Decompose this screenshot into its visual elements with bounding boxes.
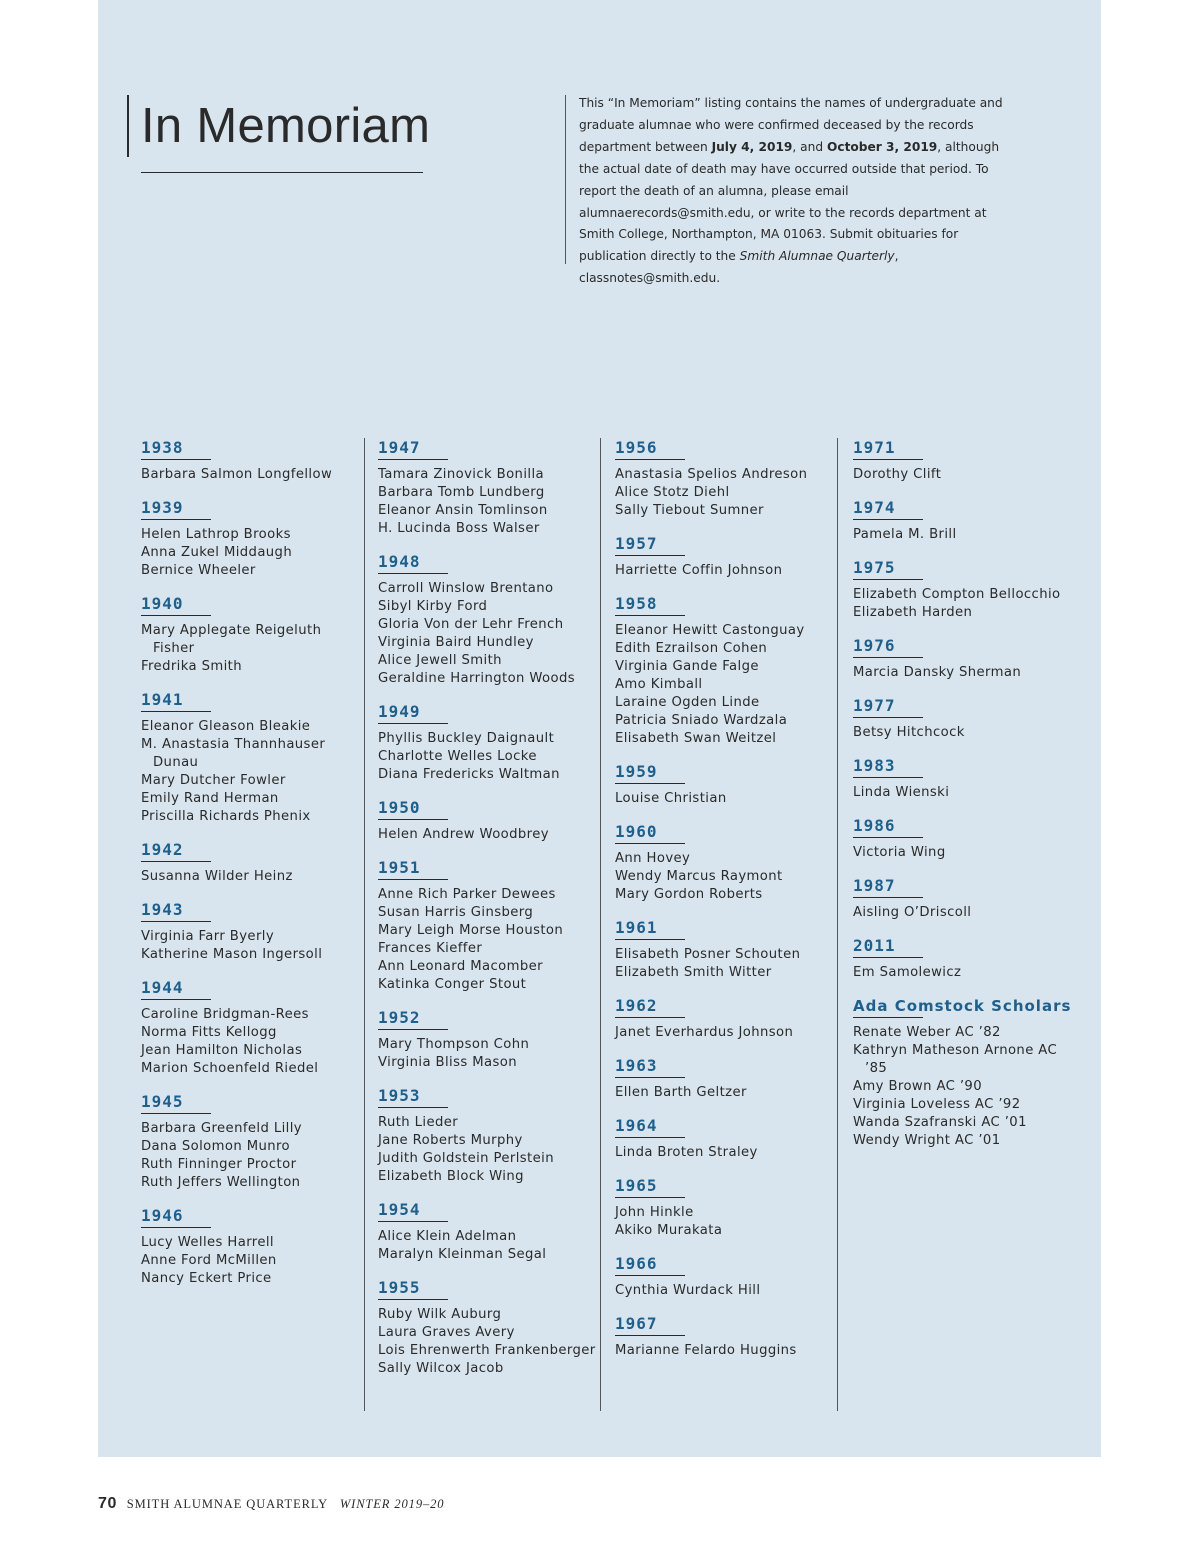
- class-year-group: [378, 702, 604, 784]
- class-year-underline: [141, 711, 211, 712]
- class-year-underline: [615, 1017, 685, 1018]
- alumna-name: Elizabeth Block Wing: [378, 1169, 524, 1184]
- class-year-underline: [853, 897, 923, 898]
- alumna-name: Anna Zukel Middaugh: [141, 545, 293, 560]
- alumna-name: Elisabeth Swan Weitzel: [615, 731, 777, 746]
- name-list: [141, 1120, 367, 1192]
- class-year-underline: [853, 1017, 923, 1018]
- class-year-group: [378, 1086, 604, 1186]
- class-year-heading: 1941: [141, 690, 184, 709]
- alumna-name: Jean Hamilton Nicholas: [141, 1043, 303, 1058]
- alumna-name: Barbara Greenfeld Lilly: [141, 1121, 302, 1136]
- intro-accent-bar: [565, 95, 566, 264]
- class-year-heading: 1987: [853, 876, 896, 895]
- class-year-heading: 1958: [615, 594, 658, 613]
- name-list: [615, 1024, 841, 1042]
- alumna-name: Helen Lathrop Brooks: [141, 527, 291, 542]
- class-year-underline: [141, 999, 211, 1000]
- class-year-group: [378, 1278, 604, 1378]
- column-divider: [364, 438, 365, 1411]
- class-year-heading: 1962: [615, 996, 658, 1015]
- class-year-heading: 1956: [615, 438, 658, 457]
- class-year-underline: [141, 861, 211, 862]
- class-year-underline: [141, 459, 211, 460]
- class-year-heading: 1940: [141, 594, 184, 613]
- alumna-name: Gloria Von der Lehr French: [378, 617, 564, 632]
- alumna-name: Marion Schoenfeld Riedel: [141, 1061, 319, 1076]
- class-year-group: [615, 762, 841, 808]
- class-year-heading: 1983: [853, 756, 896, 775]
- name-list: [141, 1006, 367, 1078]
- class-year-group: [853, 696, 1079, 742]
- alumna-name: Ruth Jeffers Wellington: [141, 1175, 301, 1190]
- class-year-underline: [615, 843, 685, 844]
- class-year-heading: 1948: [378, 552, 421, 571]
- name-list: [615, 1144, 841, 1162]
- name-list: [141, 1234, 367, 1288]
- alumna-name: Victoria Wing: [853, 845, 946, 860]
- alumna-name: Linda Broten Straley: [615, 1145, 758, 1160]
- alumna-name: Sally Wilcox Jacob: [378, 1361, 504, 1376]
- class-year-heading: 1944: [141, 978, 184, 997]
- class-year-group: [853, 498, 1079, 544]
- class-year-underline: [378, 723, 448, 724]
- alumna-name: Ann Leonard Macomber: [378, 959, 543, 974]
- class-year-heading: 1939: [141, 498, 184, 517]
- class-year-heading: 1971: [853, 438, 896, 457]
- name-list: [378, 1114, 604, 1186]
- alumna-name: Amy Brown AC ’90: [853, 1079, 983, 1094]
- class-year-underline: [378, 459, 448, 460]
- column-1: [141, 438, 367, 1302]
- class-year-underline: [378, 573, 448, 574]
- alumna-name: Elizabeth Smith Witter: [615, 965, 772, 980]
- title-accent-bar: [127, 95, 129, 157]
- alumna-name: Ruth Lieder: [378, 1115, 459, 1130]
- class-year-heading: 1952: [378, 1008, 421, 1027]
- class-year-heading: 1974: [853, 498, 896, 517]
- class-year-heading: 1961: [615, 918, 658, 937]
- name-list: [615, 1084, 841, 1102]
- alumna-name: M. Anastasia Thannhauser Dunau: [141, 737, 326, 770]
- class-year-heading: 1942: [141, 840, 184, 859]
- class-year-heading: 1946: [141, 1206, 184, 1225]
- name-list: [141, 928, 367, 964]
- alumna-name: Anastasia Spelios Andreson: [615, 467, 808, 482]
- class-year-group: [378, 798, 604, 844]
- alumna-name: Jane Roberts Murphy: [378, 1133, 523, 1148]
- class-year-underline: [378, 819, 448, 820]
- alumna-name: Eleanor Hewitt Castonguay: [615, 623, 805, 638]
- alumna-name: Virginia Bliss Mason: [378, 1055, 517, 1070]
- class-year-heading: 2011: [853, 936, 896, 955]
- alumna-name: Judith Goldstein Perlstein: [378, 1151, 554, 1166]
- alumna-name: Elisabeth Posner Schouten: [615, 947, 801, 962]
- name-list: [853, 586, 1079, 622]
- class-year-group: [615, 1116, 841, 1162]
- alumna-name: Edith Ezrailson Cohen: [615, 641, 768, 656]
- class-year-heading: 1945: [141, 1092, 184, 1111]
- name-list: [141, 868, 367, 886]
- column-divider: [837, 438, 838, 1411]
- alumna-name: Wanda Szafranski AC ’01: [853, 1115, 1027, 1130]
- name-list: [141, 466, 367, 484]
- intro-text-run: Smith Alumnae Quarterly: [739, 249, 895, 264]
- class-year-heading: 1949: [378, 702, 421, 721]
- class-year-heading: 1976: [853, 636, 896, 655]
- class-year-underline: [615, 459, 685, 460]
- page-title: In Memoriam: [141, 99, 431, 153]
- alumna-name: Diana Fredericks Waltman: [378, 767, 560, 782]
- class-year-heading: 1947: [378, 438, 421, 457]
- alumna-name: Frances Kieffer: [378, 941, 483, 956]
- alumna-name: Patricia Sniado Wardzala: [615, 713, 788, 728]
- class-year-underline: [615, 615, 685, 616]
- name-list: [615, 1282, 841, 1300]
- name-list: [853, 844, 1079, 862]
- class-year-group: [853, 876, 1079, 922]
- name-list: [853, 664, 1079, 682]
- alumna-name: Susanna Wilder Heinz: [141, 869, 293, 884]
- class-year-heading: 1950: [378, 798, 421, 817]
- alumna-name: Marianne Felardo Huggins: [615, 1343, 797, 1358]
- class-year-underline: [378, 879, 448, 880]
- class-year-heading: 1960: [615, 822, 658, 841]
- name-list: [378, 580, 604, 688]
- class-year-heading: 1938: [141, 438, 184, 457]
- class-year-heading: 1986: [853, 816, 896, 835]
- class-year-group: [141, 594, 367, 676]
- class-year-group: [615, 1254, 841, 1300]
- column-3: [615, 438, 841, 1374]
- column-2: [378, 438, 604, 1392]
- name-list: [853, 784, 1079, 802]
- page-footer: [98, 1495, 444, 1513]
- class-year-group: [853, 996, 1079, 1150]
- class-year-underline: [141, 1227, 211, 1228]
- class-year-heading: 1957: [615, 534, 658, 553]
- alumna-name: Charlotte Welles Locke: [378, 749, 537, 764]
- alumna-name: Nancy Eckert Price: [141, 1271, 272, 1286]
- alumna-name: Sally Tiebout Sumner: [615, 503, 764, 518]
- name-list: [378, 1228, 604, 1264]
- alumna-name: Kathryn Matheson Arnone AC ’85: [853, 1043, 1058, 1076]
- class-year-heading: 1966: [615, 1254, 658, 1273]
- class-year-group: [853, 756, 1079, 802]
- alumna-name: Anne Rich Parker Dewees: [378, 887, 556, 902]
- class-year-underline: [141, 615, 211, 616]
- name-list: [378, 730, 604, 784]
- class-year-group: [615, 534, 841, 580]
- class-year-underline: [615, 939, 685, 940]
- class-year-underline: [853, 777, 923, 778]
- name-list: [141, 526, 367, 580]
- alumna-name: Caroline Bridgman-Rees: [141, 1007, 309, 1022]
- alumna-name: Ruby Wilk Auburg: [378, 1307, 502, 1322]
- alumna-name: Barbara Tomb Lundberg: [378, 485, 545, 500]
- alumna-name: Marcia Dansky Sherman: [853, 665, 1022, 680]
- name-list: [615, 946, 841, 982]
- alumna-name: Katherine Mason Ingersoll: [141, 947, 323, 962]
- alumna-name: Bernice Wheeler: [141, 563, 256, 578]
- class-year-group: [141, 1092, 367, 1192]
- alumna-name: H. Lucinda Boss Walser: [378, 521, 540, 536]
- alumna-name: Cynthia Wurdack Hill: [615, 1283, 761, 1298]
- intro-text-run: October 3, 2019: [826, 139, 938, 154]
- class-year-underline: [853, 579, 923, 580]
- alumna-name: Emily Rand Herman: [141, 791, 279, 806]
- name-list: [615, 562, 841, 580]
- issue-label: WINTER 2019–20: [339, 1497, 445, 1511]
- intro-text-run: , although the actual date of death may have occurred outside that period. To report the death of an alumna, please email alumnaerecords@smith.edu, or write to the records department at Smith College, Northampton, MA 01063. Submit obituaries for publication directly to the: [579, 139, 1000, 264]
- class-year-underline: [615, 1077, 685, 1078]
- alumna-name: Norma Fitts Kellogg: [141, 1025, 277, 1040]
- alumna-name: Dana Solomon Munro: [141, 1139, 290, 1154]
- intro-text-run: , classnotes@smith.edu.: [579, 249, 899, 286]
- class-year-heading: 1977: [853, 696, 896, 715]
- class-year-heading: 1953: [378, 1086, 421, 1105]
- class-year-underline: [615, 1275, 685, 1276]
- class-year-heading: 1954: [378, 1200, 421, 1219]
- class-year-underline: [615, 783, 685, 784]
- name-list: [378, 466, 604, 538]
- class-year-heading: 1967: [615, 1314, 658, 1333]
- alumna-name: Carroll Winslow Brentano: [378, 581, 554, 596]
- alumna-name: Laura Graves Avery: [378, 1325, 515, 1340]
- class-year-group: [853, 816, 1079, 862]
- alumna-name: Phyllis Buckley Daignault: [378, 731, 555, 746]
- class-year-group: [141, 840, 367, 886]
- class-year-group: [615, 918, 841, 982]
- name-list: [378, 886, 604, 994]
- class-year-underline: [853, 657, 923, 658]
- class-year-heading: 1955: [378, 1278, 421, 1297]
- alumna-name: Virginia Loveless AC ’92: [853, 1097, 1021, 1112]
- title-underline: [141, 172, 423, 173]
- class-year-heading: Ada Comstock Scholars: [853, 997, 1072, 1015]
- class-year-underline: [141, 1113, 211, 1114]
- class-year-group: [141, 690, 367, 826]
- alumna-name: Lois Ehrenwerth Frankenberger: [378, 1343, 596, 1358]
- name-list: [853, 724, 1079, 742]
- alumna-name: Ruth Finninger Proctor: [141, 1157, 297, 1172]
- intro-text-run: , and: [792, 139, 827, 154]
- alumna-name: Akiko Murakata: [615, 1223, 723, 1238]
- name-list: [853, 964, 1079, 982]
- alumna-name: Louise Christian: [615, 791, 727, 806]
- class-year-heading: 1959: [615, 762, 658, 781]
- class-year-heading: 1943: [141, 900, 184, 919]
- class-year-group: [615, 438, 841, 520]
- class-year-underline: [853, 717, 923, 718]
- name-list: [141, 718, 367, 826]
- class-year-group: [853, 558, 1079, 622]
- class-year-group: [853, 438, 1079, 484]
- alumna-name: Mary Thompson Cohn: [378, 1037, 530, 1052]
- intro-text-run: This “In Memoriam” listing contains the names of undergraduate and graduate alumnae who were confirmed deceased by the records department between: [579, 96, 1003, 154]
- class-year-group: [378, 438, 604, 538]
- alumna-name: Eleanor Ansin Tomlinson: [378, 503, 548, 518]
- alumna-name: Maralyn Kleinman Segal: [378, 1247, 547, 1262]
- alumna-name: Katinka Conger Stout: [378, 977, 527, 992]
- name-list: [615, 790, 841, 808]
- class-year-group: [141, 978, 367, 1078]
- alumna-name: Virginia Gande Falge: [615, 659, 759, 674]
- alumna-name: Laraine Ogden Linde: [615, 695, 760, 710]
- alumna-name: Alice Jewell Smith: [378, 653, 502, 668]
- alumna-name: Pamela M. Brill: [853, 527, 957, 542]
- alumna-name: Mary Applegate Reigeluth Fisher: [141, 623, 322, 656]
- class-year-heading: 1965: [615, 1176, 658, 1195]
- alumna-name: Barbara Salmon Longfellow: [141, 467, 333, 482]
- class-year-group: [141, 1206, 367, 1288]
- alumna-name: Geraldine Harrington Woods: [378, 671, 576, 686]
- class-year-underline: [378, 1299, 448, 1300]
- name-list: [853, 1024, 1079, 1150]
- alumna-name: Sibyl Kirby Ford: [378, 599, 488, 614]
- class-year-group: [615, 1176, 841, 1240]
- class-year-heading: 1963: [615, 1056, 658, 1075]
- page-number: 70: [98, 1495, 117, 1512]
- name-list: [853, 904, 1079, 922]
- alumna-name: Mary Dutcher Fowler: [141, 773, 286, 788]
- class-year-underline: [378, 1029, 448, 1030]
- class-year-heading: 1964: [615, 1116, 658, 1135]
- alumna-name: Ellen Barth Geltzer: [615, 1085, 747, 1100]
- class-year-underline: [615, 1197, 685, 1198]
- name-list: [615, 850, 841, 904]
- alumna-name: Virginia Baird Hundley: [378, 635, 534, 650]
- column-divider: [600, 438, 601, 1411]
- alumna-name: Renate Weber AC ’82: [853, 1025, 1001, 1040]
- name-list: [853, 466, 1079, 484]
- alumna-name: Helen Andrew Woodbrey: [378, 827, 549, 842]
- class-year-group: [378, 552, 604, 688]
- alumna-name: Betsy Hitchcock: [853, 725, 965, 740]
- class-year-underline: [141, 921, 211, 922]
- alumna-name: Alice Stotz Diehl: [615, 485, 730, 500]
- publication-name: SMITH ALUMNAE QUARTERLY: [126, 1497, 329, 1511]
- alumna-name: Dorothy Clift: [853, 467, 942, 482]
- class-year-group: [615, 1314, 841, 1360]
- class-year-underline: [853, 837, 923, 838]
- class-year-group: [615, 822, 841, 904]
- class-year-group: [378, 1200, 604, 1264]
- name-list: [853, 526, 1079, 544]
- alumna-name: John Hinkle: [615, 1205, 694, 1220]
- name-list: [378, 1036, 604, 1072]
- alumna-name: Wendy Wright AC ’01: [853, 1133, 1001, 1148]
- class-year-group: [141, 498, 367, 580]
- class-year-group: [853, 936, 1079, 982]
- class-year-underline: [378, 1107, 448, 1108]
- name-list: [378, 826, 604, 844]
- alumna-name: Ann Hovey: [615, 851, 691, 866]
- alumna-name: Elizabeth Harden: [853, 605, 973, 620]
- alumna-name: Tamara Zinovick Bonilla: [378, 467, 544, 482]
- name-list: [615, 622, 841, 748]
- alumna-name: Lucy Welles Harrell: [141, 1235, 274, 1250]
- class-year-group: [615, 1056, 841, 1102]
- alumna-name: Eleanor Gleason Bleakie: [141, 719, 311, 734]
- alumna-name: Amo Kimball: [615, 677, 703, 692]
- class-year-underline: [615, 1137, 685, 1138]
- class-year-underline: [378, 1221, 448, 1222]
- intro-text-run: July 4, 2019: [711, 139, 793, 154]
- class-year-group: [378, 1008, 604, 1072]
- class-year-underline: [853, 459, 923, 460]
- alumna-name: Priscilla Richards Phenix: [141, 809, 311, 824]
- class-year-underline: [853, 519, 923, 520]
- alumna-name: Em Samolewicz: [853, 965, 962, 980]
- class-year-heading: 1975: [853, 558, 896, 577]
- class-year-group: [141, 438, 367, 484]
- class-year-group: [615, 996, 841, 1042]
- class-year-heading: 1951: [378, 858, 421, 877]
- name-list: [378, 1306, 604, 1378]
- name-list: [141, 622, 367, 676]
- intro-paragraph: [579, 93, 1007, 290]
- alumna-name: Wendy Marcus Raymont: [615, 869, 783, 884]
- class-year-group: [615, 594, 841, 748]
- alumna-name: Linda Wienski: [853, 785, 950, 800]
- alumna-name: Elizabeth Compton Bellocchio: [853, 587, 1061, 602]
- name-list: [615, 1342, 841, 1360]
- alumna-name: Harriette Coffin Johnson: [615, 563, 783, 578]
- name-list: [615, 466, 841, 520]
- class-year-group: [853, 636, 1079, 682]
- column-4: [853, 438, 1079, 1164]
- class-year-group: [378, 858, 604, 994]
- name-list: [615, 1204, 841, 1240]
- class-year-underline: [615, 555, 685, 556]
- alumna-name: Mary Gordon Roberts: [615, 887, 763, 902]
- alumna-name: Fredrika Smith: [141, 659, 243, 674]
- alumna-name: Virginia Farr Byerly: [141, 929, 275, 944]
- alumna-name: Alice Klein Adelman: [378, 1229, 517, 1244]
- class-year-underline: [853, 957, 923, 958]
- alumna-name: Susan Harris Ginsberg: [378, 905, 534, 920]
- class-year-underline: [615, 1335, 685, 1336]
- alumna-name: Aisling O’Driscoll: [853, 905, 972, 920]
- alumna-name: Anne Ford McMillen: [141, 1253, 277, 1268]
- class-year-group: [141, 900, 367, 964]
- class-year-underline: [141, 519, 211, 520]
- alumna-name: Mary Leigh Morse Houston: [378, 923, 564, 938]
- alumna-name: Janet Everhardus Johnson: [615, 1025, 794, 1040]
